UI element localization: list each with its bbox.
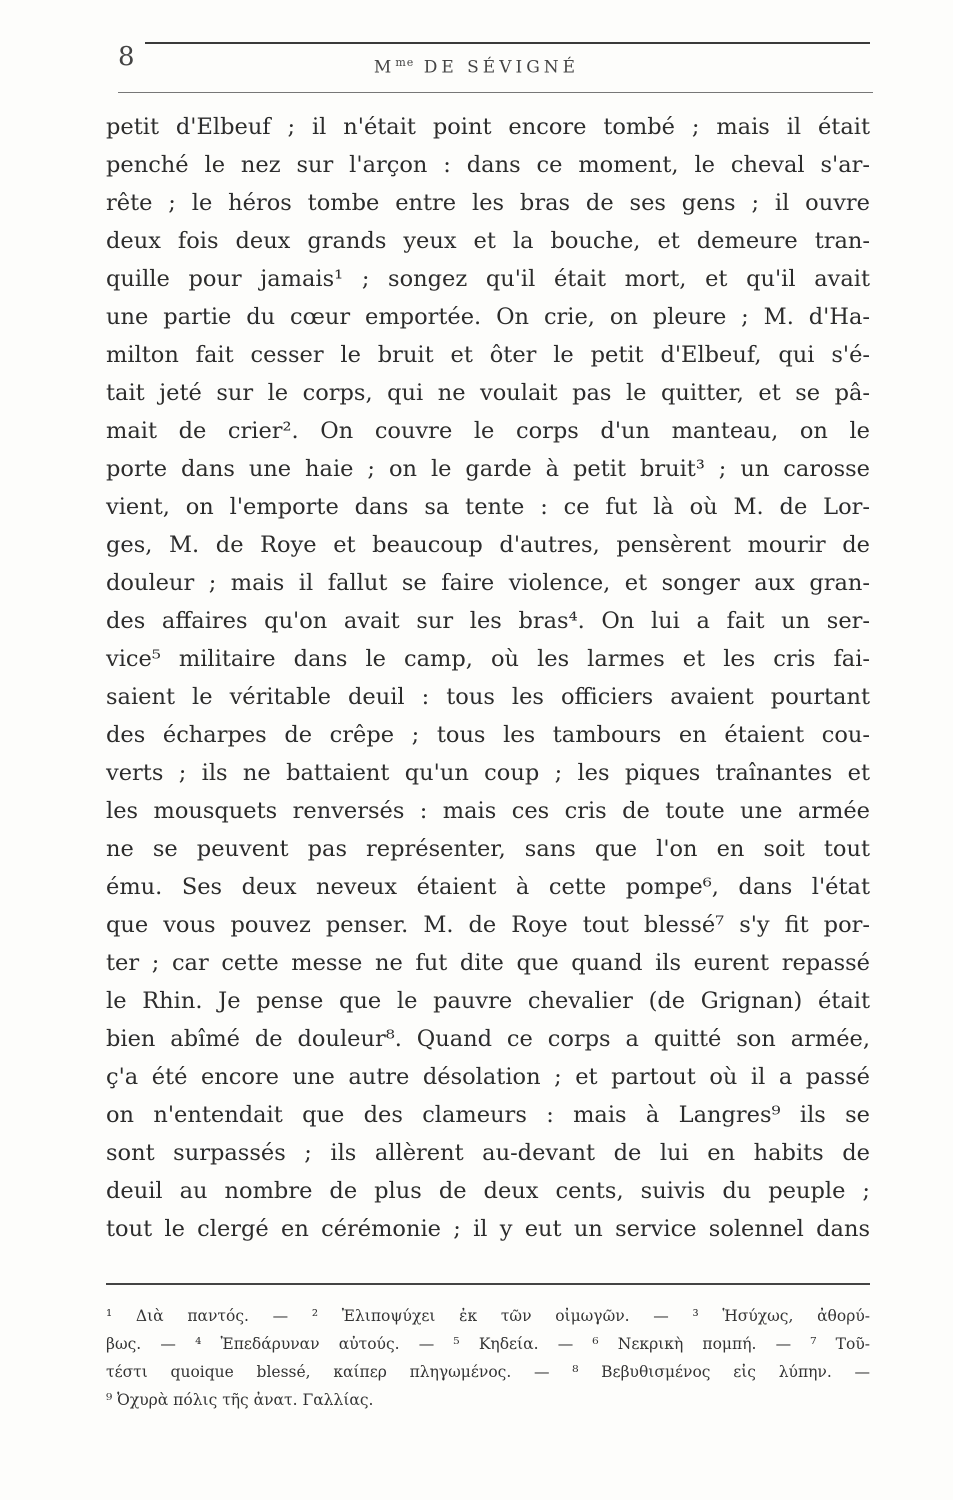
body-line: quille pour jamais¹ ; songez qu'il était mort, et qu'il avait <box>106 266 870 292</box>
body-line: penché le nez sur l'arçon : dans ce moment, le cheval s'ar- <box>106 152 870 178</box>
top-rule <box>145 42 870 44</box>
footnote-line: ⁹ Ὀχυρὰ πόλις τῆς ἀνατ. Γαλλίας. <box>106 1391 374 1409</box>
body-line: des affaires qu'on avait sur les bras⁴. On lui a fait un ser- <box>106 608 870 634</box>
body-line: deuil au nombre de plus de deux cents, suivis du peuple ; <box>106 1178 870 1204</box>
body-line: sont surpassés ; ils allèrent au-devant de lui en habits de <box>106 1140 870 1166</box>
body-line: les mousquets renversés : mais ces cris de toute une armée <box>106 798 870 824</box>
running-head <box>0 56 953 78</box>
body-line: ému. Ses deux neveux étaient à cette pompe⁶, dans l'état <box>106 874 870 900</box>
footnote-line: βως. — ⁴ Ἐπεδάρυναν αὐτούς. — ⁵ Κηδεία. — ⁶ Νεκρικὴ πομπή. — ⁷ Τοῦ- <box>106 1335 870 1353</box>
running-head-prefix: M <box>373 57 396 78</box>
body-line: des écharpes de crêpe ; tous les tambours en étaient cou- <box>106 722 870 748</box>
body-line: ne se peuvent pas représenter, sans que l'on en soit tout <box>106 836 870 862</box>
body-line: tait jeté sur le corps, qui ne voulait pas le quitter, et se pâ- <box>106 380 870 406</box>
running-head-superscript: me <box>395 56 415 69</box>
body-line: on n'entendait que des clameurs : mais à Langres⁹ ils se <box>106 1102 870 1128</box>
body-line: vice⁵ militaire dans le camp, où les larmes et les cris fai- <box>106 646 870 672</box>
footnote-line: τέστι quoique blessé, καίπερ πληγωμένος. — ⁸ Βεβυθισμένος εἰς λύπην. — <box>106 1363 870 1381</box>
body-line: ter ; car cette messe ne fut dite que quand ils eurent repassé <box>106 950 870 976</box>
body-line: bien abîmé de douleur⁸. Quand ce corps a quitté son armée, <box>106 1026 870 1052</box>
body-line: saient le véritable deuil : tous les officiers avaient pourtant <box>106 684 870 710</box>
body-line: porte dans une haie ; on le garde à petit bruit³ ; un carosse <box>106 456 870 482</box>
footnotes <box>106 1302 870 1414</box>
body-line: deux fois deux grands yeux et la bouche, et demeure tran- <box>106 228 870 254</box>
body-line: mait de crier². On couvre le corps d'un manteau, on le <box>106 418 870 444</box>
running-head-title: DE SÉVIGNÉ <box>423 57 580 78</box>
body-line: petit d'Elbeuf ; il n'était point encore tombé ; mais il était <box>106 114 870 140</box>
body-line: le Rhin. Je pense que le pauvre chevalier (de Grignan) était <box>106 988 870 1014</box>
body-line: ges, M. de Roye et beaucoup d'autres, pensèrent mourir de <box>106 532 870 558</box>
page-number: 8 <box>118 42 135 72</box>
body-line: ç'a été encore une autre désolation ; et partout où il a passé <box>106 1064 870 1090</box>
footnote-rule <box>106 1283 870 1285</box>
header-rule <box>118 92 873 93</box>
footnote-line: ¹ Διὰ παντός. — ² Ἐλιποψύχει ἐκ τῶν οἰμωγῶν. — ³ Ἡσύχως, ἀθορύ- <box>106 1307 870 1325</box>
body-line: douleur ; mais il fallut se faire violence, et songer aux gran- <box>106 570 870 596</box>
body-line: une partie du cœur emportée. On crie, on pleure ; M. d'Ha- <box>106 304 870 330</box>
body-line: que vous pouvez penser. M. de Roye tout blessé⁷ s'y fit por- <box>106 912 870 938</box>
body-line: tout le clergé en cérémonie ; il y eut un service solennel dans <box>106 1216 870 1242</box>
body-line: verts ; ils ne battaient qu'un coup ; les piques traînantes et <box>106 760 870 786</box>
body-line: rête ; le héros tombe entre les bras de ses gens ; il ouvre <box>106 190 870 216</box>
body-line: milton fait cesser le bruit et ôter le petit d'Elbeuf, qui s'é- <box>106 342 870 368</box>
body-text <box>106 108 870 1248</box>
body-line: vient, on l'emporte dans sa tente : ce fut là où M. de Lor- <box>106 494 870 520</box>
